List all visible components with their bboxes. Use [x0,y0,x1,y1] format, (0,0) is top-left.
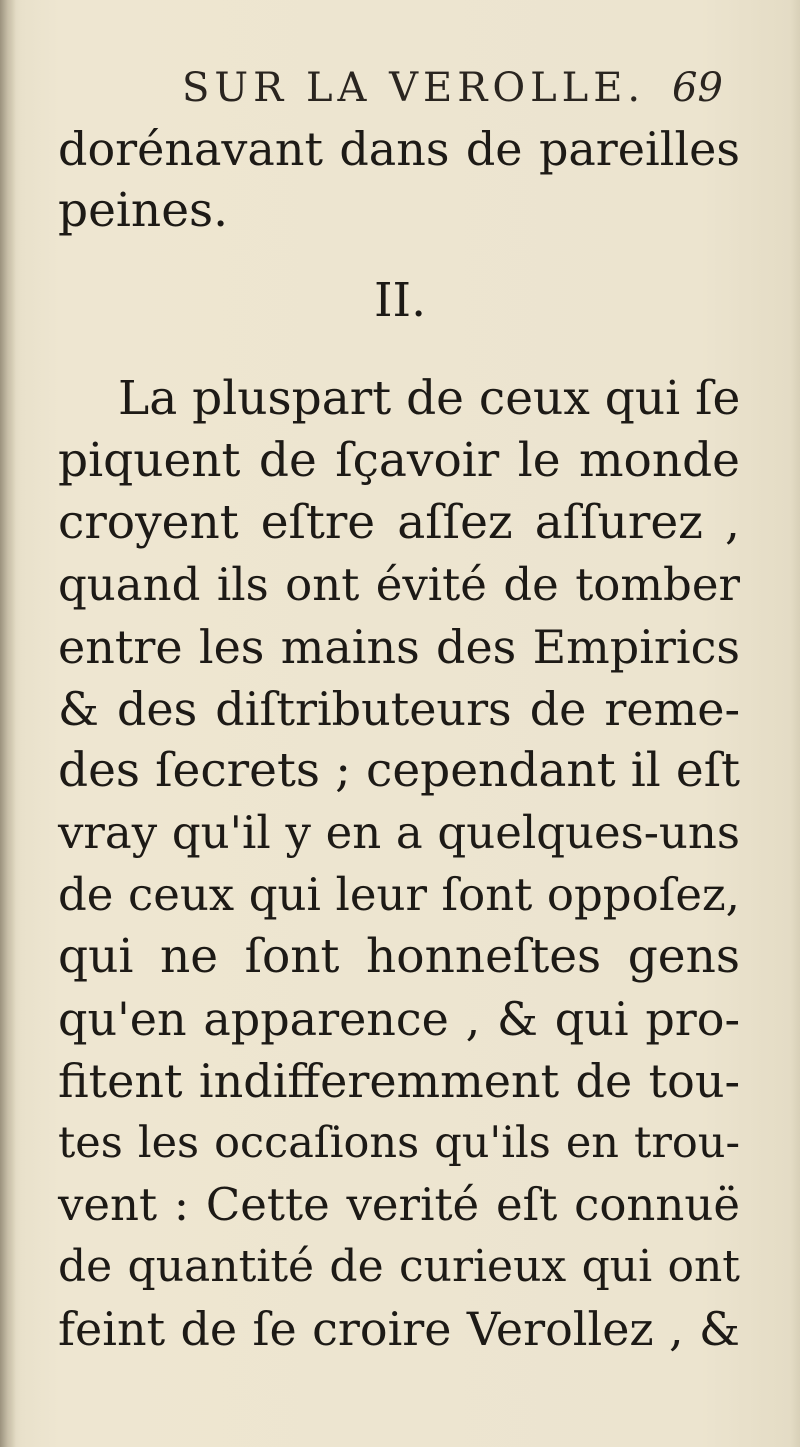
page-number: 69 [672,65,723,111]
text-line: La pluspart de ceux qui ſe [118,371,741,426]
text-line: qui ne ſont honneſtes gens [58,929,740,984]
text-line: croyent eſtre aſſez aſſurez , [58,495,740,550]
text-line: peines. [58,183,229,238]
text-line: entre les mains des Empirics [58,620,740,674]
text-line: feint de ſe croire Verollez , & [58,1302,740,1356]
text-line: de ceux qui leur ſont oppoſez, [58,868,740,921]
text-line: fitent indifferemment de tou- [58,1054,740,1108]
text-line: qu'en apparence , & qui pro- [58,992,740,1046]
running-head: SUR LA VEROLLE. [182,65,646,111]
page-gutter-shadow [0,0,16,1447]
section-number: II. [373,273,427,328]
text-line: vray qu'il y en a quelques-uns [58,806,740,859]
page-header [182,58,742,118]
text-line: dorénavant dans de pareilles [58,122,740,176]
text-line: de quantité de curieux qui ont [58,1241,740,1292]
text-line: des ſecrets ; cependant il eſt [58,743,740,798]
text-line: vent : Cette verité eſt connuë [58,1178,740,1231]
text-line: tes les occaſions qu'ils en trou- [58,1118,740,1168]
text-line: quand ils ont évité de tomber [58,558,740,611]
text-line: & des diſtributeurs de reme- [58,682,740,736]
text-line: piquent de ſçavoir le monde [58,433,740,488]
